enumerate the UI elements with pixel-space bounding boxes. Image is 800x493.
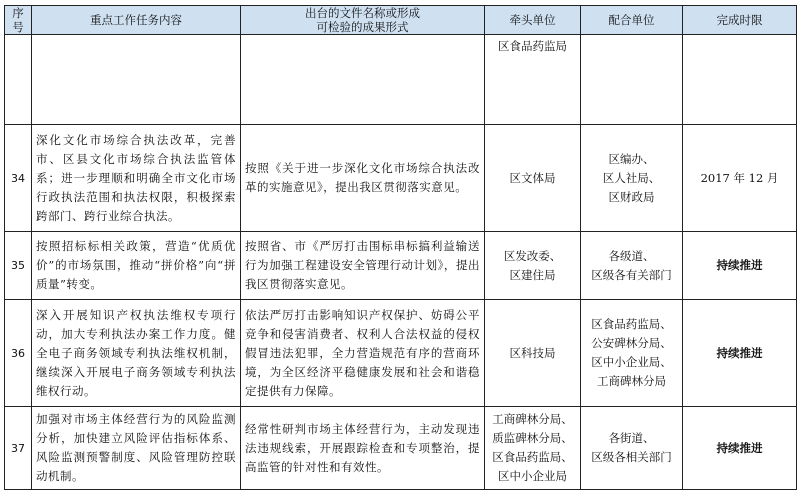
row-lead bbox=[485, 232, 581, 300]
row-doc bbox=[241, 35, 485, 125]
table-row bbox=[5, 300, 797, 407]
row-doc: 依法严厉打击影响知识产权保护、妨碍公平竞争和侵害消费者、权利人合法权益的侵权假冒违法犯罪，全力营造规范有序的营商环境，为全区经济平稳健康发展和社会和谐稳定提供有力保障。 bbox=[241, 300, 485, 407]
lead-unit: 区科技局 bbox=[509, 345, 556, 360]
row-cooperate bbox=[581, 35, 683, 125]
header-doc bbox=[241, 6, 485, 35]
header-lead: 牵头单位 bbox=[485, 6, 581, 35]
lead-unit: 区中小企业局 bbox=[498, 469, 567, 483]
row-deadline: 持续推进 bbox=[683, 232, 797, 300]
cooperate-unit: 各级道、 bbox=[608, 248, 655, 263]
table-row bbox=[5, 35, 797, 125]
row-task: 加强对市场主体经营行为的风险监测分析，加快建立风险评估指标体系、风险监测预警制度、风险管理防控联动机制。 bbox=[32, 407, 241, 490]
lead-unit: 区建住局 bbox=[509, 267, 556, 282]
cooperate-unit: 各街道、 bbox=[608, 431, 655, 445]
row-doc: 按照省、市《严厉打击围标串标搞利益输送行为加强工程建设安全管理行动计划》，提出我区贯彻落实意见。 bbox=[241, 232, 485, 300]
row-doc: 经常性研判市场主体经营行为，主动发现违法违规线索，开展跟踪检查和专项整治，提高监管的针对性和有效性。 bbox=[241, 407, 485, 490]
row-task: 深化文化市场综合执法改革，完善市、区县文化市场综合执法监管体系；进一步理顺和明确全市文化市场行政执法范围和执法权限，积极探索跨部门、跨行业综合执法。 bbox=[32, 125, 241, 232]
cooperate-unit: 区中小企业局、 bbox=[591, 355, 672, 369]
header-row bbox=[5, 6, 797, 35]
row-lead bbox=[485, 35, 581, 125]
header-index: 序号 bbox=[5, 6, 32, 35]
row-task: 深入开展知识产权执法维权专项行动，加大专利执法办案工作力度。健全电子商务领域专利执法维权机制，继续深入开展电子商务领域专利执法维权行动。 bbox=[32, 300, 241, 407]
row-lead bbox=[485, 407, 581, 490]
cooperate-unit: 区级各有关部门 bbox=[591, 267, 672, 282]
cooperate-unit: 工商碑林分局 bbox=[597, 374, 666, 388]
row-deadline: 持续推进 bbox=[683, 407, 797, 490]
row-doc: 按照《关于进一步深化文化市场综合执法改革的实施意见》，提出我区贯彻落实意见。 bbox=[241, 125, 485, 232]
lead-unit: 质监碑林分局、 bbox=[492, 431, 573, 445]
lead-unit: 区发改委、 bbox=[503, 248, 562, 263]
header-doc-line1: 出台的文件名称或形成 bbox=[305, 6, 420, 20]
row-cooperate bbox=[581, 232, 683, 300]
header-deadline: 完成时限 bbox=[683, 6, 797, 35]
header-task: 重点工作任务内容 bbox=[32, 6, 241, 35]
cooperate-unit: 区食品药监局、 bbox=[591, 317, 672, 331]
cooperate-unit: 公安碑林分局、 bbox=[591, 336, 672, 350]
lead-unit: 区文体局 bbox=[509, 170, 556, 185]
row-deadline: 持续推进 bbox=[683, 300, 797, 407]
row-lead bbox=[485, 125, 581, 232]
lead-unit: 区食品药监局、 bbox=[492, 450, 573, 464]
row-deadline: 2017 年 12 月 bbox=[683, 125, 797, 232]
table-row bbox=[5, 232, 797, 300]
row-index: 37 bbox=[5, 407, 32, 490]
row-deadline bbox=[683, 35, 797, 125]
cooperate-unit: 区财政局 bbox=[608, 189, 655, 204]
lead-unit: 工商碑林分局、 bbox=[492, 412, 573, 426]
cooperate-unit: 区级各相关部门 bbox=[591, 450, 672, 464]
table-row bbox=[5, 407, 797, 490]
row-index bbox=[5, 35, 32, 125]
row-cooperate bbox=[581, 125, 683, 232]
row-index: 35 bbox=[5, 232, 32, 300]
table-row bbox=[5, 125, 797, 232]
header-doc-line2: 可检验的成果形式 bbox=[316, 20, 409, 34]
row-task: 按照招标标相关政策，营造“优质优价”的市场氛围，推动“拼价格”向“拼质量”转变。 bbox=[32, 232, 241, 300]
row-index: 34 bbox=[5, 125, 32, 232]
header-cooperate: 配合单位 bbox=[581, 6, 683, 35]
row-task bbox=[32, 35, 241, 125]
row-cooperate bbox=[581, 407, 683, 490]
task-table bbox=[4, 5, 797, 490]
row-lead bbox=[485, 300, 581, 407]
row-cooperate bbox=[581, 300, 683, 407]
lead-unit: 区食品药监局 bbox=[498, 39, 567, 53]
cooperate-unit: 区编办、 bbox=[608, 151, 655, 166]
cooperate-unit: 区人社局、 bbox=[602, 170, 661, 185]
row-index: 36 bbox=[5, 300, 32, 407]
